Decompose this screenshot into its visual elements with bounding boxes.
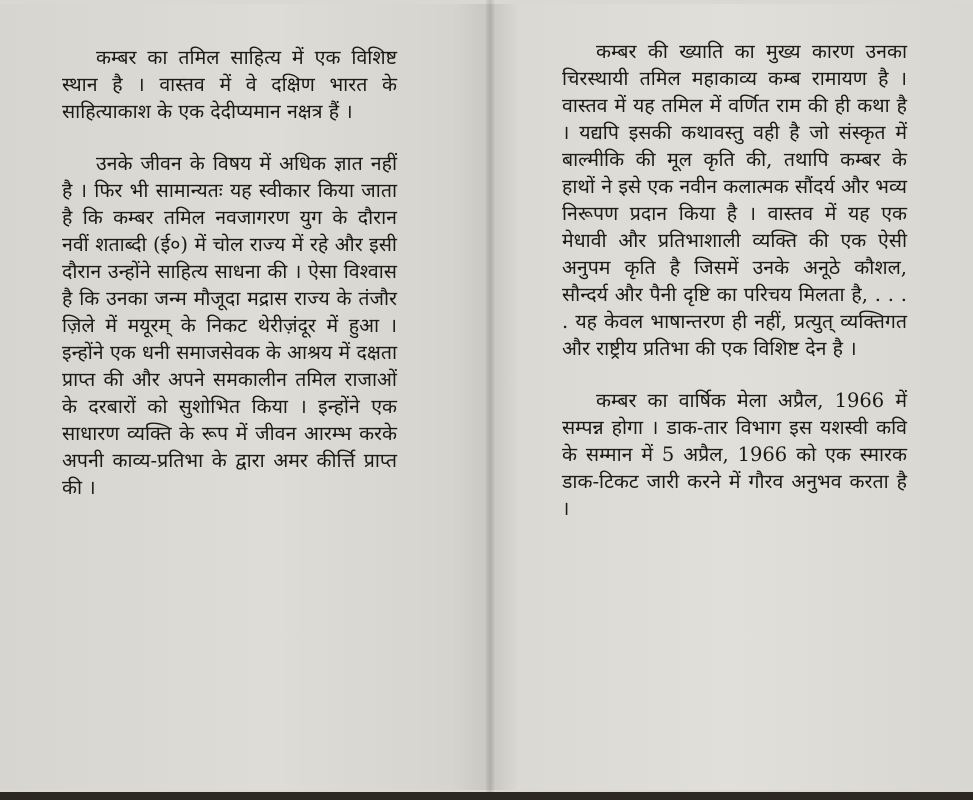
left-paragraph-2: उनके जीवन के विषय में अधिक ज्ञात नहीं है । फिर भी सामान्यतः यह स्वीकार किया जाता है कि कम्बर तमिल नवजागरण युग के दौरान नवीं शताब्दी (ई०) में चोल राज्य में रहे और इसी दौरान उन्होंने साहित्य साधना की । ऐसा विश्वास है कि उनका जन्म मौजूदा मद्रास राज्य के तंजौर ज़िले में मयूरम् के निकट थेरीज़ंदूर में हुआ । इन्होंने एक धनी समाजसेवक के आश्रय में दक्षता प्राप्त की और अपने समकालीन तमिल राजाओं के दरबारों को सुशोभित किया । इन्होंने एक साधारण व्यक्ति के रूप में जीवन आरम्भ करके अपनी काव्य-प्रतिभा के द्वारा अमर कीर्त्ति प्राप्त की । [62,152,397,499]
right-paragraph-1: कम्बर की ख्याति का मुख्य कारण उनका चिरस्थायी तमिल महाकाव्य कम्ब रामायण है । वास्तव में यह तमिल में वर्णित राम की ही कथा है । यद्यपि इसकी कथावस्तु वही है जो संस्कृत में बाल्मीकि की मूल कृति की, तथापि कम्बर के हाथों ने इसे एक नवीन कलात्मक सौंदर्य और भव्य निरूपण प्रदान किया है । वास्तव में यह एक मेधावी और प्रतिभाशाली व्यक्ति की एक ऐसी अनुपम कृति है जिसमें उनके अनूठे कौशल, सौन्दर्य और पैनी दृष्टि का परिचय मिलता है, . . . . यह केवल भाषान्तरण ही नहीं, प्रत्युत् व्यक्तिगत और राष्ट्रीय प्रतिभा की एक विशिष्ट देन है । [562,40,907,360]
right-page [490,4,973,790]
left-page-text [62,44,397,501]
right-page-text [562,38,907,522]
table-surface [0,792,973,800]
left-page [0,4,490,790]
left-paragraph-1: कम्बर का तमिल साहित्य में एक विशिष्ट स्थान है । वास्तव में वे दक्षिण भारत के साहित्याकाश के एक देदीप्यमान नक्षत्र हैं । [62,46,397,123]
right-paragraph-2: कम्बर का वार्षिक मेला अप्रैल, 1966 में सम्पन्न होगा । डाक-तार विभाग इस यशस्वी कवि के सम्मान में 5 अप्रैल, 1966 को एक स्मारक डाक-टिकट जारी करने में गौरव अनुभव करता है । [562,389,907,520]
page-fold [486,0,494,792]
